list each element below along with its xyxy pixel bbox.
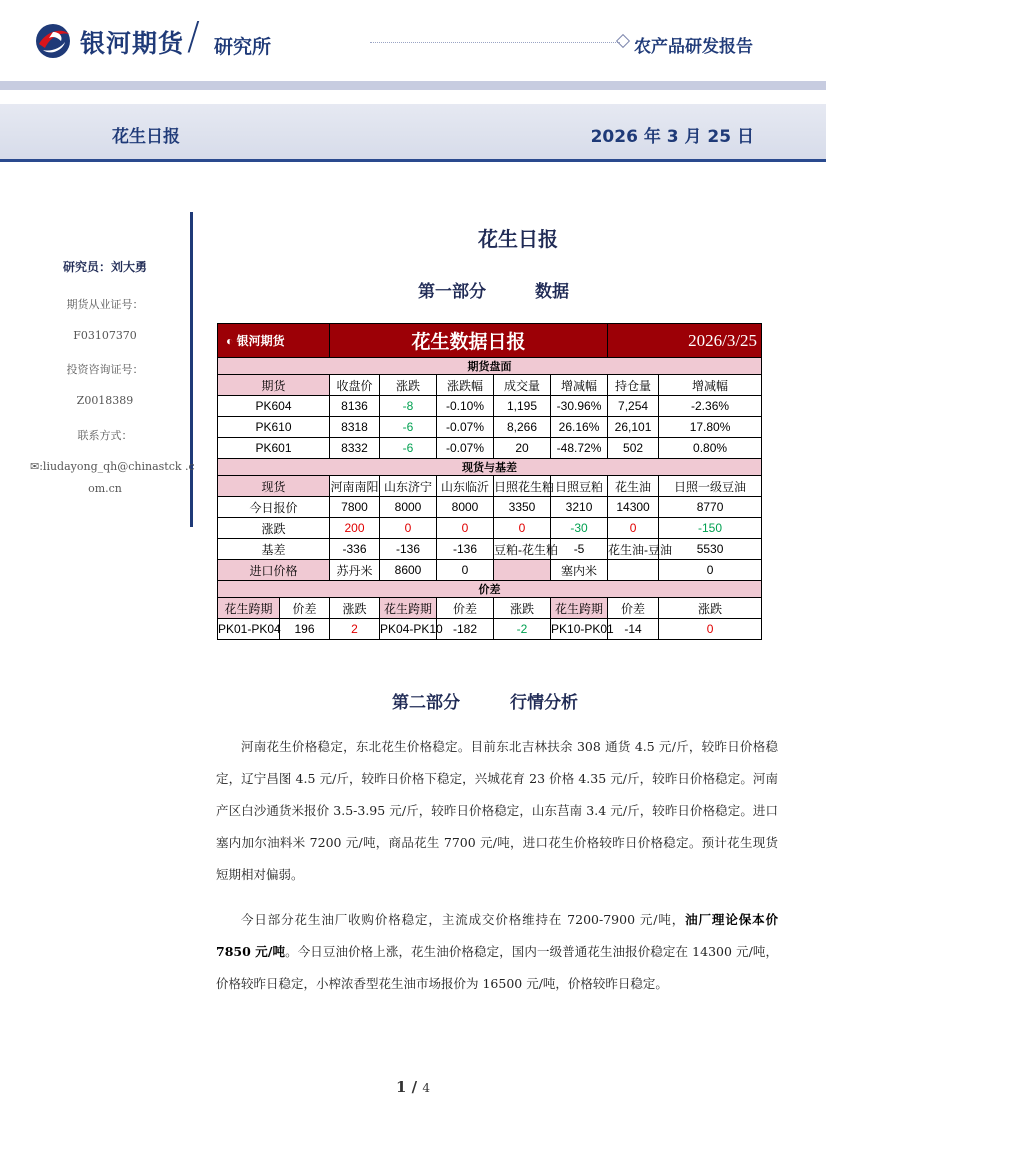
band-underline <box>0 159 826 162</box>
breakeven-highlight: 油厂理论保本价 7850 元/吨 <box>216 912 778 959</box>
table-row: 基差 -336 -136 -136 豆粕-花生粕 -5 花生油-豆油 5530 <box>218 539 762 560</box>
section-spot-basis: 现货与基差 <box>218 459 762 476</box>
email-line-1[interactable]: ✉:liudayong_qh@chinastck .c <box>30 460 195 473</box>
diamond-icon <box>616 34 630 48</box>
table-row: PK610 8318 -6 -0.07% 8,266 26.16% 26,101 17.80% <box>218 417 762 438</box>
peanut-data-table <box>217 323 762 640</box>
top-header <box>0 0 826 92</box>
license-label: 期货从业证号： <box>66 298 144 311</box>
part1-name: 数据 <box>535 282 569 302</box>
analysis-paragraph-2: 今日部分花生油厂收购价格稳定，主流成交价格维持在 7200-7900 元/吨，油厂理论保本价 7850 元/吨。今日豆油价格上涨，花生油价格稳定，国内一级普通花生油报价稳定在 14300 元/吨，价格较昨日稳定，小榨浓香型花生油市场报价为 16500 元/吨，价格较昨日稳定。 <box>216 912 778 991</box>
header-dotted-line <box>370 42 620 43</box>
consult-number: Z0018389 <box>76 394 134 407</box>
part1-label: 第一部分 <box>418 282 486 302</box>
galaxy-small-icon: ◐ <box>226 334 234 348</box>
table-row: PK01-PK04 196 2 PK04-PK10 -182 -2 PK10-PK01 -14 0 <box>218 619 762 640</box>
table-row: 今日报价 7800 8000 8000 3350 3210 14300 8770 <box>218 497 762 518</box>
spot-header-row: 现货 河南南阳 山东济宁 山东临沂 日照花生粕 日照豆粕 花生油 日照一级豆油 <box>218 476 762 497</box>
table-row: 进口价格 苏丹米 8600 0 塞内米 0 <box>218 560 762 581</box>
table-date: 2026/3/25 <box>608 324 762 358</box>
futures-header-row: 期货 收盘价 涨跌 涨跌幅 成交量 增减幅 持仓量 增减幅 <box>218 375 762 396</box>
institute-name: 研究所 <box>214 36 272 58</box>
page-number: 1 / 4 <box>395 1078 431 1096</box>
table-title-row <box>218 324 762 358</box>
page-title: 花生日报 <box>478 227 558 251</box>
table-title: 花生数据日报 <box>330 324 608 358</box>
table-row: PK604 8136 -8 -0.10% 1,195 -30.96% 7,254 -2.36% <box>218 396 762 417</box>
part2-name: 行情分析 <box>510 693 578 713</box>
sidebar-divider <box>190 212 193 527</box>
contact-label: 联系方式： <box>77 429 133 442</box>
email-line-2: om.cn <box>88 482 122 495</box>
band-date: 2026 年 3 月 25 日 <box>590 127 754 147</box>
table-row: 涨跌 200 0 0 0 -30 0 -150 <box>218 518 762 539</box>
galaxy-logo-icon <box>33 22 73 60</box>
band-title: 花生日报 <box>112 127 180 147</box>
license-number: F03107370 <box>73 329 137 342</box>
header-band <box>0 81 826 90</box>
analysis-paragraph-1: 河南花生价格稳定，东北花生价格稳定。目前东北吉林扶余 308 通货 4.5 元/斤，较昨日价格稳定，辽宁昌图 4.5 元/斤，较昨日价格下稳定，兴城花育 23 价格 4.35 元/斤，较昨日价格稳定。河南产区白沙通货米报价 3.5-3.95 元/斤，较昨日价格稳定，山东莒南 3.4 元/斤，较昨日价格稳定。进口塞内加尔油料米 7200 元/吨，商品花生 7700 元/吨，进口花生价格较昨日价格稳定。预计花生现货短期相对偏弱。 <box>216 739 778 882</box>
table-logo: ◐ 银河期货 <box>218 324 330 358</box>
spread-header-row: 花生跨期 价差 涨跌 花生跨期 价差 涨跌 花生跨期 价差 涨跌 <box>218 598 762 619</box>
part2-label: 第二部分 <box>392 693 460 713</box>
table-row: PK601 8332 -6 -0.07% 20 -48.72% 502 0.80% <box>218 438 762 459</box>
researcher-name: 研究员：刘大勇 <box>62 260 147 274</box>
brand-name: 银河期货 <box>80 29 185 58</box>
header-slash: / <box>187 14 200 58</box>
title-band <box>0 104 826 159</box>
section-spread: 价差 <box>218 581 762 598</box>
consult-label: 投资咨询证号： <box>66 363 144 376</box>
report-type: 农产品研发报告 <box>634 37 753 57</box>
email-icon: ✉ <box>30 460 40 473</box>
section-futures: 期货盘面 <box>218 358 762 375</box>
